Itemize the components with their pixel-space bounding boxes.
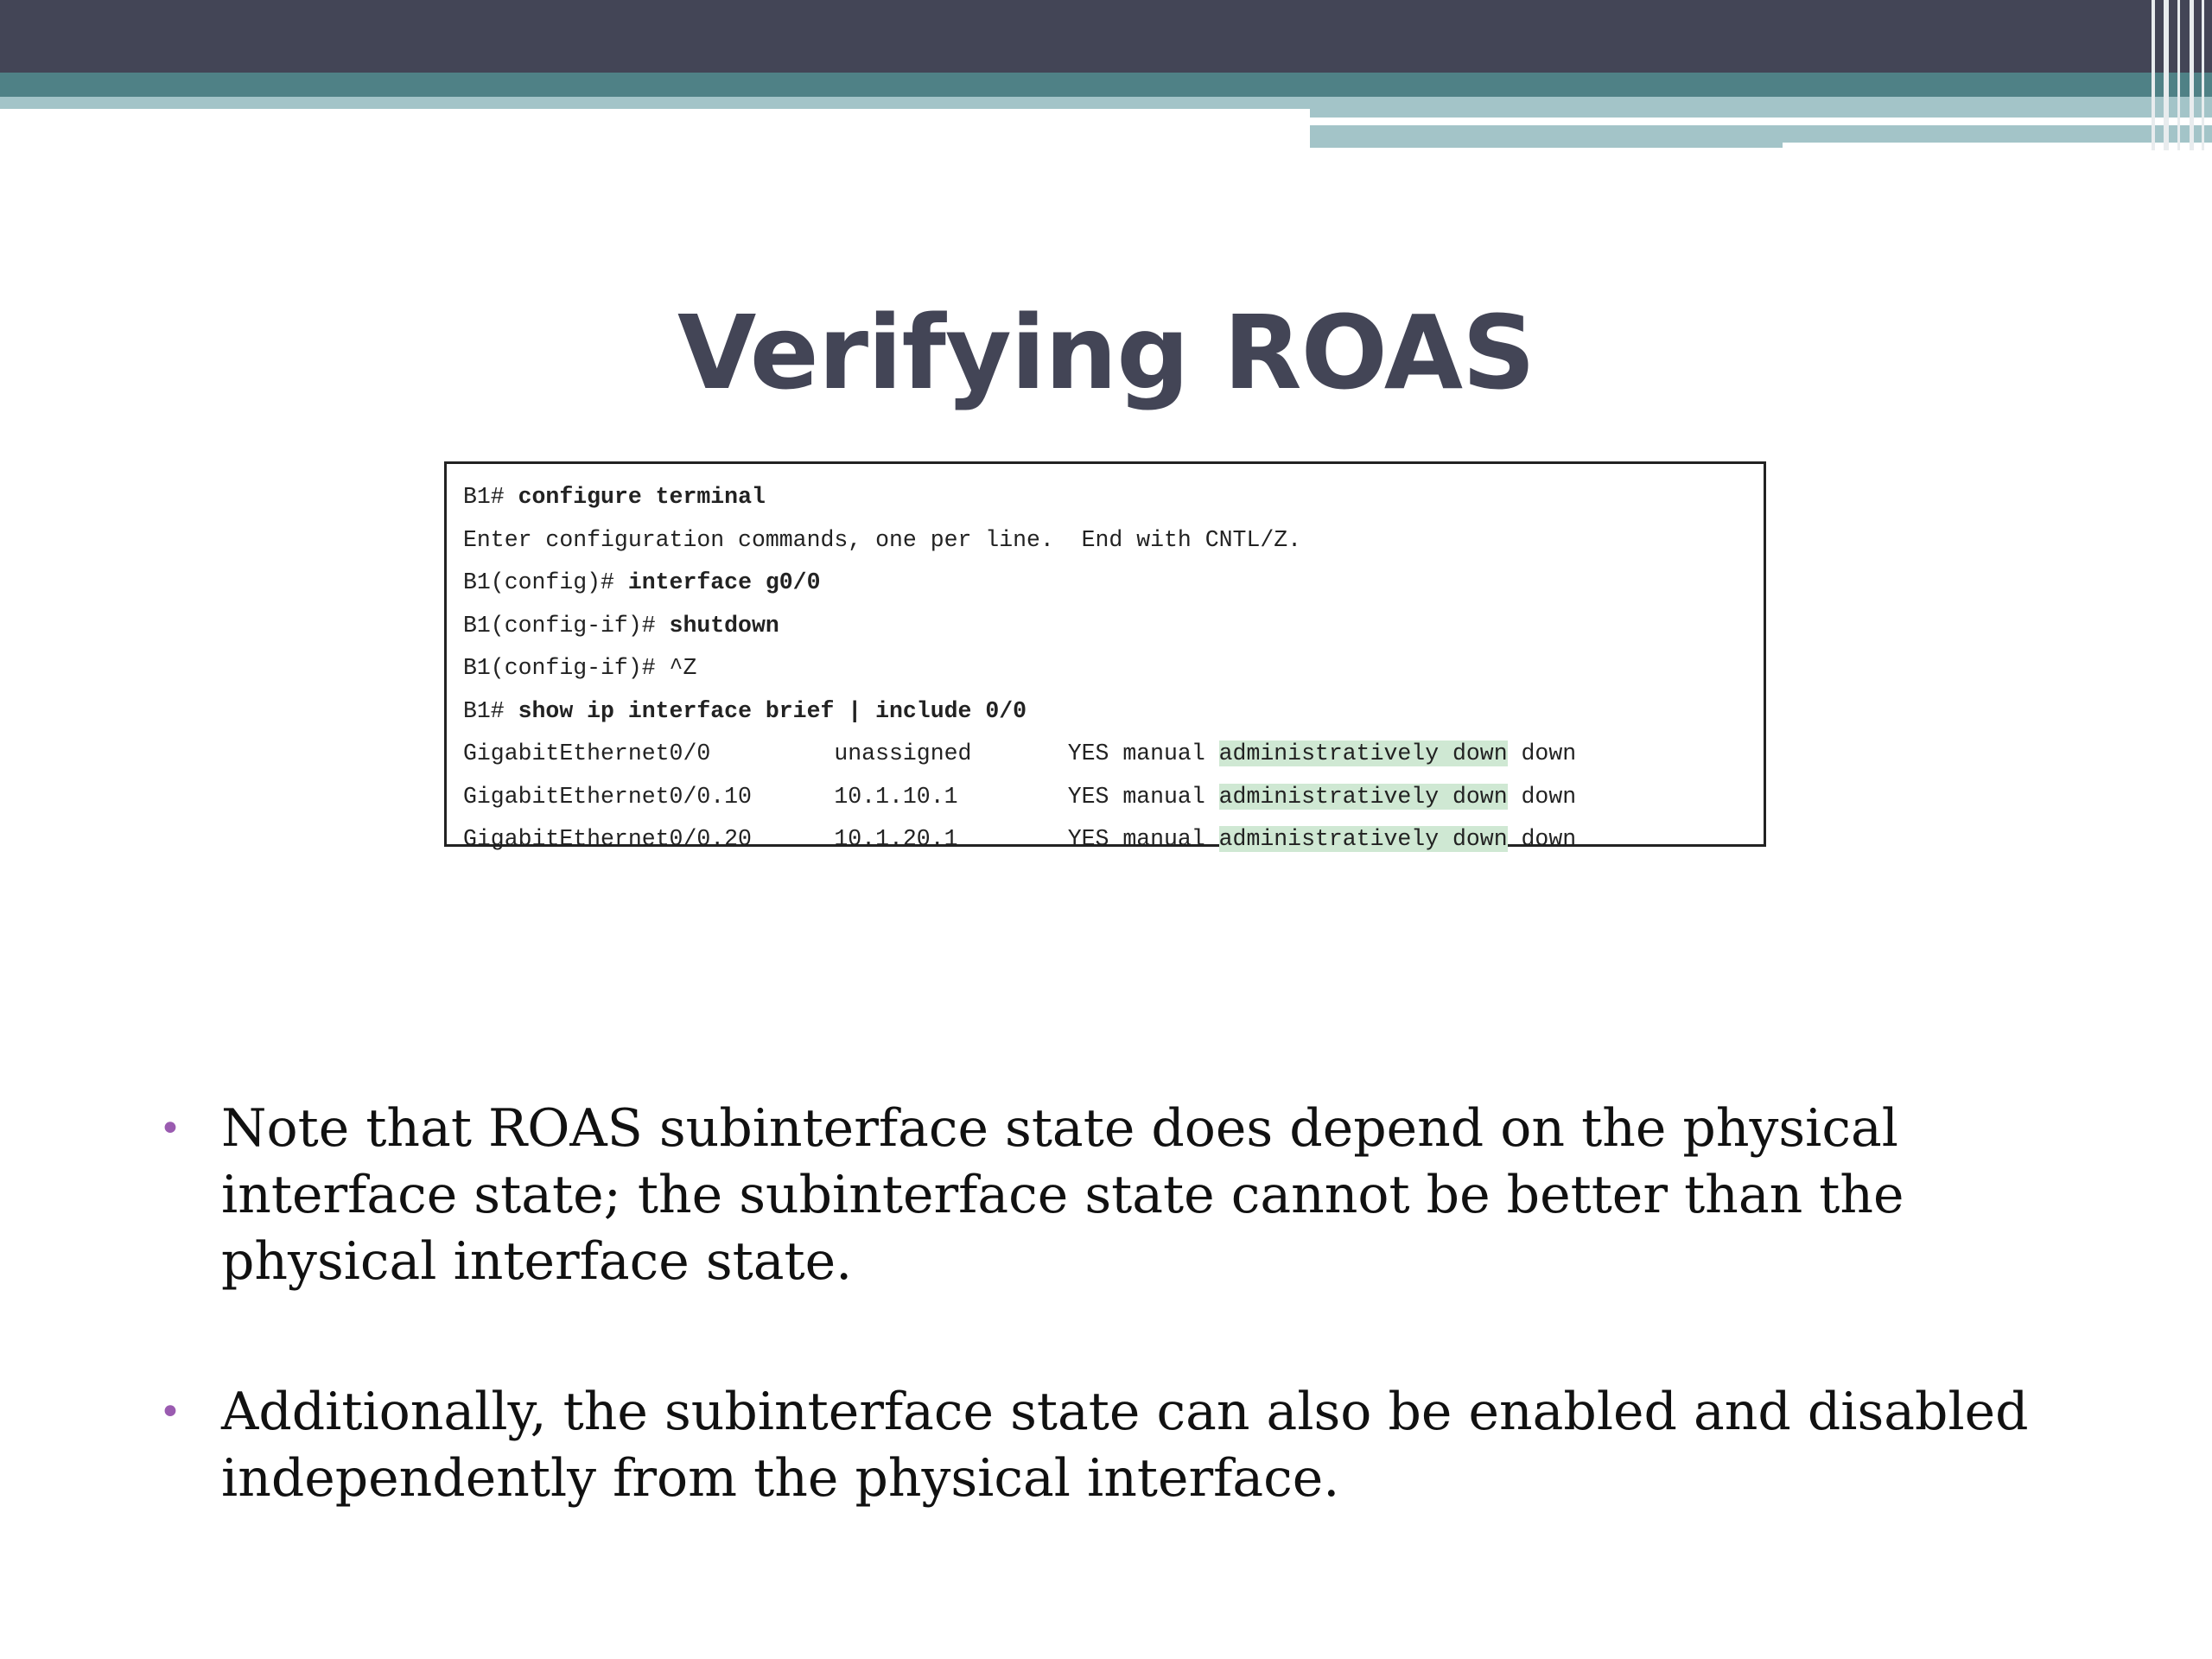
interface-fields: GigabitEthernet0/0.10 10.1.10.1 YES manual	[463, 783, 1219, 810]
bullet-list	[156, 1096, 2091, 1596]
terminal-line: Enter configuration commands, one per line. End with CNTL/Z.	[463, 526, 1302, 553]
interface-status-highlight: administratively down	[1218, 741, 1508, 766]
interface-row	[463, 733, 1764, 776]
interface-status-highlight: administratively down	[1218, 826, 1508, 852]
header-bar-dark	[0, 0, 2212, 73]
bullet-item: • Additionally, the subinterface state can also be enabled and disabled independently from the physical interface.	[156, 1379, 2091, 1512]
interface-row	[463, 776, 1764, 819]
header-bar-right-upper	[1310, 97, 2212, 118]
interface-protocol: down	[1507, 826, 1577, 852]
header-bar-teal	[0, 73, 2212, 97]
header-bar-light	[0, 97, 1310, 109]
slide-title: Verifying ROAS	[677, 293, 1535, 413]
terminal-line: B1(config)# interface g0/0	[463, 569, 821, 595]
terminal-line: B1(config-if)# ^Z	[463, 655, 697, 681]
header-stripes	[2146, 0, 2212, 150]
bullet-dot-icon: •	[159, 1107, 181, 1151]
interface-protocol: down	[1507, 783, 1577, 810]
interface-fields: GigabitEthernet0/0 unassigned YES manual	[463, 741, 1219, 766]
terminal-output-box	[444, 461, 1766, 852]
terminal-line: B1# show ip interface brief | include 0/0	[463, 697, 1027, 724]
interface-fields: GigabitEthernet0/0.20 10.1.20.1 YES manual	[463, 826, 1219, 852]
terminal-line: B1# configure terminal	[463, 484, 766, 510]
bullet-dot-icon: •	[159, 1390, 181, 1434]
interface-status-highlight: administratively down	[1218, 783, 1508, 810]
bullet-item: • Note that ROAS subinterface state does depend on the physical interface state; the subinterface state cannot be better than the physical interface state.	[156, 1096, 2091, 1295]
interface-protocol: down	[1507, 741, 1577, 766]
interface-row	[463, 818, 1764, 861]
terminal-line: B1(config-if)# shutdown	[463, 612, 779, 639]
